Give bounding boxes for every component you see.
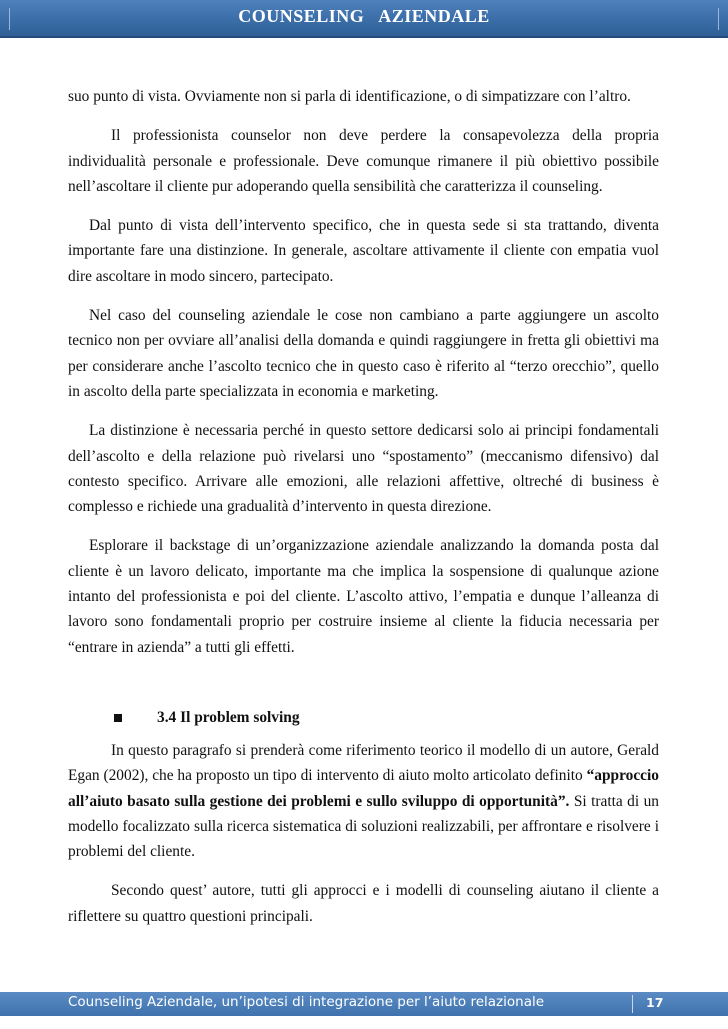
page-footer — [0, 992, 728, 1016]
paragraph-text: In questo paragrafo si prenderà come riferimento teorico il modello di un autore, Gerald Egan (2002), che ha proposto un tipo di intervento di aiuto molto articolato definito — [68, 741, 659, 785]
page-number: 17 — [646, 995, 664, 1010]
footer-text: Counseling Aziendale, un’ipotesi di integrazione per l’aiuto relazionale — [68, 994, 545, 1010]
page-header — [0, 0, 728, 38]
paragraph: Dal punto di vista dell’intervento specifico, che in questa sede si sta trattando, diventa importante fare una distinzione. In generale, ascoltare attivamente il cliente con empatia vuol dire ascoltare in modo sincero, partecipato. — [68, 217, 659, 285]
bold-phrase: “approccio all’aiuto basato sulla gestione dei problemi e sullo sviluppo di opportunità”. — [68, 767, 659, 810]
footer-divider — [632, 995, 633, 1013]
paragraph: La distinzione è necessaria perché in questo settore dedicarsi solo ai principi fondamentali dell’ascolto e della relazione può rivelarsi uno “spostamento” (meccanismo difensivo) dal contesto specifico. Arrivare alle emozioni, alle relazioni affettive, oltreché di business è complesso e richiede una gradualità d’intervento in questa direzione. — [68, 422, 659, 516]
paragraph — [68, 738, 659, 864]
paragraph: Secondo quest’ autore, tutti gli approcci e i modelli di counseling aiutano il cliente a riflettere su quattro questioni principali. — [68, 882, 659, 925]
paragraph: Il professionista counselor non deve perdere la consapevolezza della propria individualità personale e professionale. Deve comunque rimanere il più obiettivo possibile nell’ascoltare il cliente pur adoperando quella sensibilità che caratterizza il counseling. — [68, 127, 659, 195]
page-body — [68, 84, 659, 929]
paragraph: Nel caso del counseling aziendale le cose non cambiano a parte aggiungere un ascolto tecnico non per ovviare all’analisi della domanda e quindi raggiungere in fretta gli obiettivi ma per considerare anche l’ascolto tecnico che in questo caso è riferito al “terzo orecchio”, quello in ascolto della parte specializzata in economia e marketing. — [68, 307, 659, 400]
paragraph: suo punto di vista. Ovviamente non si parla di identificazione, o di simpatizzare con l’altro. — [68, 88, 631, 105]
section-heading — [68, 705, 659, 730]
square-bullet-icon — [114, 714, 122, 722]
section-heading-text: 3.4 Il problem solving — [157, 708, 300, 726]
paragraph: Esplorare il backstage di un’organizzazione aziendale analizzando la domanda posta dal cliente è un lavoro delicato, importante ma che implica la sospensione di qualunque azione intanto del professionista e poi del cliente. L’ascolto attivo, l’empatia e dunque l’alleanza di lavoro sono fondamentali proprio per costruire insieme al cliente la fiducia necessaria per “entrare in azienda” a tutti gli effetti. — [68, 537, 659, 656]
header-title: COUNSELING AZIENDALE — [238, 6, 490, 26]
paragraph-text: Si tratta di un modello focalizzato sulla ricerca sistematica di soluzioni realizzabili, per affrontare e risolvere i problemi del cliente. — [68, 792, 659, 861]
